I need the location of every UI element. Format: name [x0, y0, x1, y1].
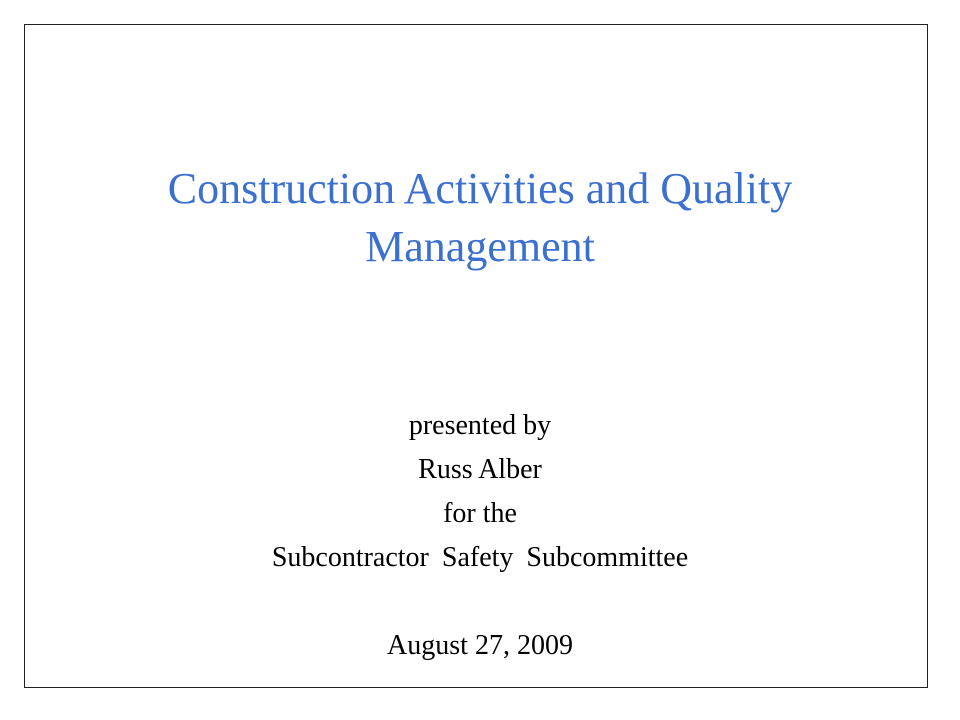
- title-line-1: Construction Activities and Quality: [167, 164, 793, 213]
- title-line-2: Management: [365, 222, 595, 271]
- slide-subtitle: [40, 404, 920, 668]
- presenter-name: Russ Alber: [418, 454, 542, 485]
- presented-by-text: presented by: [408, 410, 552, 441]
- presentation-date: August 27, 2009: [387, 630, 573, 661]
- organization-name: Subcontractor Safety Subcommittee: [271, 542, 689, 573]
- blank-line: [40, 580, 920, 624]
- for-the-text: for the: [443, 498, 517, 529]
- slide-title: [40, 160, 920, 276]
